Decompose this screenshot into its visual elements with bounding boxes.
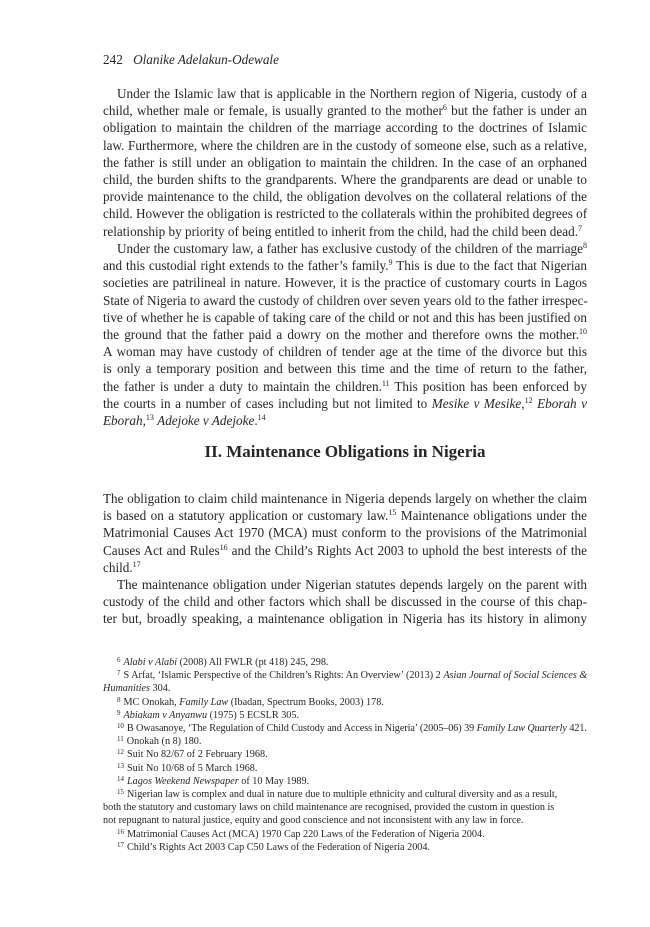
text-line: tive of whether he is capable of taking care of the child or not and this has been justified on <box>103 309 587 325</box>
footnote-ref: 14 <box>257 413 266 423</box>
footnote-ref: 17 <box>132 559 141 569</box>
footnote-ref: 16 <box>219 542 228 552</box>
paragraph-customary-law <box>103 240 587 429</box>
footnotes <box>103 656 587 854</box>
text-line: Causes Act and Rules$^{16}$ and the Child’s Rights Act 2003 to uphold the best interests of the <box>103 542 587 558</box>
text-line: law. Furthermore, where the children are in the custody of someone else, such as a relative, <box>103 137 587 153</box>
footnote: $^6$ Alabi v Alabi (2008) All FWLR (pt 418) 245, 298. <box>117 656 329 668</box>
text-line: the father is under a duty to maintain the children.$^{11}$ This position has been enforced by <box>103 378 587 394</box>
text-line: child, whether male or female, is usually granted to the mother$^6$ but the father is under an <box>103 103 588 119</box>
footnote: $^9$ Abiakam v Anyanwu (1975) 5 ECSLR 305. <box>117 708 300 721</box>
footnote-ref: 11 <box>381 378 390 388</box>
text-line: the ground that the father paid a dowry on the mother and therefore owns the mother.$^{10}$ <box>103 327 587 343</box>
paragraph-islamic-law <box>103 85 587 240</box>
text-line: State of Nigeria to award the custody of children over seven years old to the father irrespec- <box>103 292 588 308</box>
text-line: ter but, broadly speaking, a maintenance obligation in Nigeria has its history in alimony <box>103 611 587 627</box>
running-header-author: Olanike Adelakun-Odewale <box>133 52 279 67</box>
section-heading: II. Maintenance Obligations in Nigeria <box>204 442 486 461</box>
footnote: $^{13}$ Suit No 10/68 of 5 March 1968. <box>117 761 258 774</box>
page-number: 242 <box>103 52 123 67</box>
text-line: custody of the child and other factors which shall be discussed in the course of this chap- <box>103 594 587 610</box>
running-header <box>103 51 279 69</box>
text-line: provide maintenance to the child, the obligation devolves on the collateral relations of the <box>103 189 587 205</box>
text-line: child. However the obligation is restricted to the collaterals within the prohibited degrees of <box>103 206 588 222</box>
footnote-continuation: not repugnant to natural justice, equity and good conscience and not inconsistent with any law in force. <box>103 815 524 827</box>
text-line: The maintenance obligation under Nigerian statutes depends largely on the parent with <box>117 577 587 592</box>
text-line: A woman may have custody of children of tender age at the time of the divorce but this <box>103 344 587 360</box>
footnote-ref: 12 <box>524 395 533 405</box>
text-line: the courts in a number of cases including but not limited to Mesike v Mesike,$^{12}$ Eborah v <box>103 395 587 411</box>
footnote-ref: 7 <box>578 223 582 233</box>
footnote: $^{16}$ Matrimonial Causes Act (MCA) 1970 Cap 220 Laws of the Federation of Nigeria 2004. <box>117 827 485 840</box>
footnote: $^{15}$ Nigerian law is complex and dual in nature due to multiple ethnicity and cultural diversity and as a result, <box>117 788 558 801</box>
footnote: $^{11}$ Onokah (n 8) 180. <box>117 735 202 748</box>
footnote: $^{14}$ Lagos Weekend Newspaper of 10 May 1989. <box>117 774 310 787</box>
paragraph-maintenance-statutes <box>103 576 587 628</box>
footnote: $^7$ S Arfat, ‘Islamic Perspective of the Children’s Rights: An Overview’ (2013) 2 Asian Journal of Social Sciences & <box>117 669 588 682</box>
text-line: the father is still under an obligation to maintain the children. In the case of an orphaned <box>103 154 587 170</box>
text-line: is only a temporary position and between this time and the time of return to the father, <box>103 361 587 377</box>
footnote-ref: 15 <box>388 508 397 518</box>
text-line: Under the Islamic law that is applicable in the Northern region of Nigeria, custody of a <box>117 86 587 101</box>
text-line: and this custodial right extends to the father’s family.$^9$ This is due to the fact that Nigerian <box>103 258 587 274</box>
paragraph-maintenance-claim <box>103 490 587 576</box>
footnote-ref: 8 <box>583 241 587 250</box>
text-line: Eborah,$^{13}$ Adejoke v Adejoke.$^{14}$ <box>103 413 266 429</box>
footnote-ref: 10 <box>579 327 587 337</box>
footnote: $^{17}$ Child’s Rights Act 2003 Cap C50 Laws of the Federation of Nigeria 2004. <box>117 840 431 853</box>
text-line: obligation to maintain the children of the marriage according to the doctrines of Islamic <box>103 120 587 136</box>
footnote: $^{12}$ Suit No 82/67 of 2 February 1968. <box>117 748 268 761</box>
footnote-continuation: Humanities 304. <box>103 683 171 695</box>
text-line: child, the burden shifts to the grandparents. Where the grandparents are dead or unable to <box>103 172 587 188</box>
text-line: is based on a statutory application or customary law.$^{15}$ Maintenance obligations under the <box>103 508 587 524</box>
text-line: relationship by priority of being entitled to inherit from the child, had the child been dead.$^7$ <box>103 223 582 239</box>
text-line: child.$^{17}$ <box>103 559 141 575</box>
text-line: The obligation to claim child maintenance in Nigeria depends largely on whether the claim <box>103 491 587 506</box>
footnote: $^{10}$ B Owasanoye, ‘The Regulation of Child Custody and Access in Nigeria’ (2005–06) 39 Family Law Quarterly 421. <box>117 722 587 735</box>
footnote-ref: 9 <box>388 258 393 268</box>
footnote: $^8$ MC Onokah, Family Law (Ibadan, Spectrum Books, 2003) 178. <box>117 695 384 708</box>
text-line: Matrimonial Causes Act 1970 (MCA) must conform to the provisions of the Matrimonial <box>103 525 587 541</box>
footnote-ref: 6 <box>442 103 447 113</box>
footnote-ref: 13 <box>145 413 154 423</box>
footnote-continuation: both the statutory and customary laws on child maintenance are recognised, provided the custom in question is <box>103 802 555 814</box>
text-line: Under the customary law, a father has exclusive custody of the children of the marriage$^8$ <box>117 241 587 256</box>
text-line: societies are patrilineal in nature. However, it is the practice of customary courts in Lagos <box>103 275 587 291</box>
